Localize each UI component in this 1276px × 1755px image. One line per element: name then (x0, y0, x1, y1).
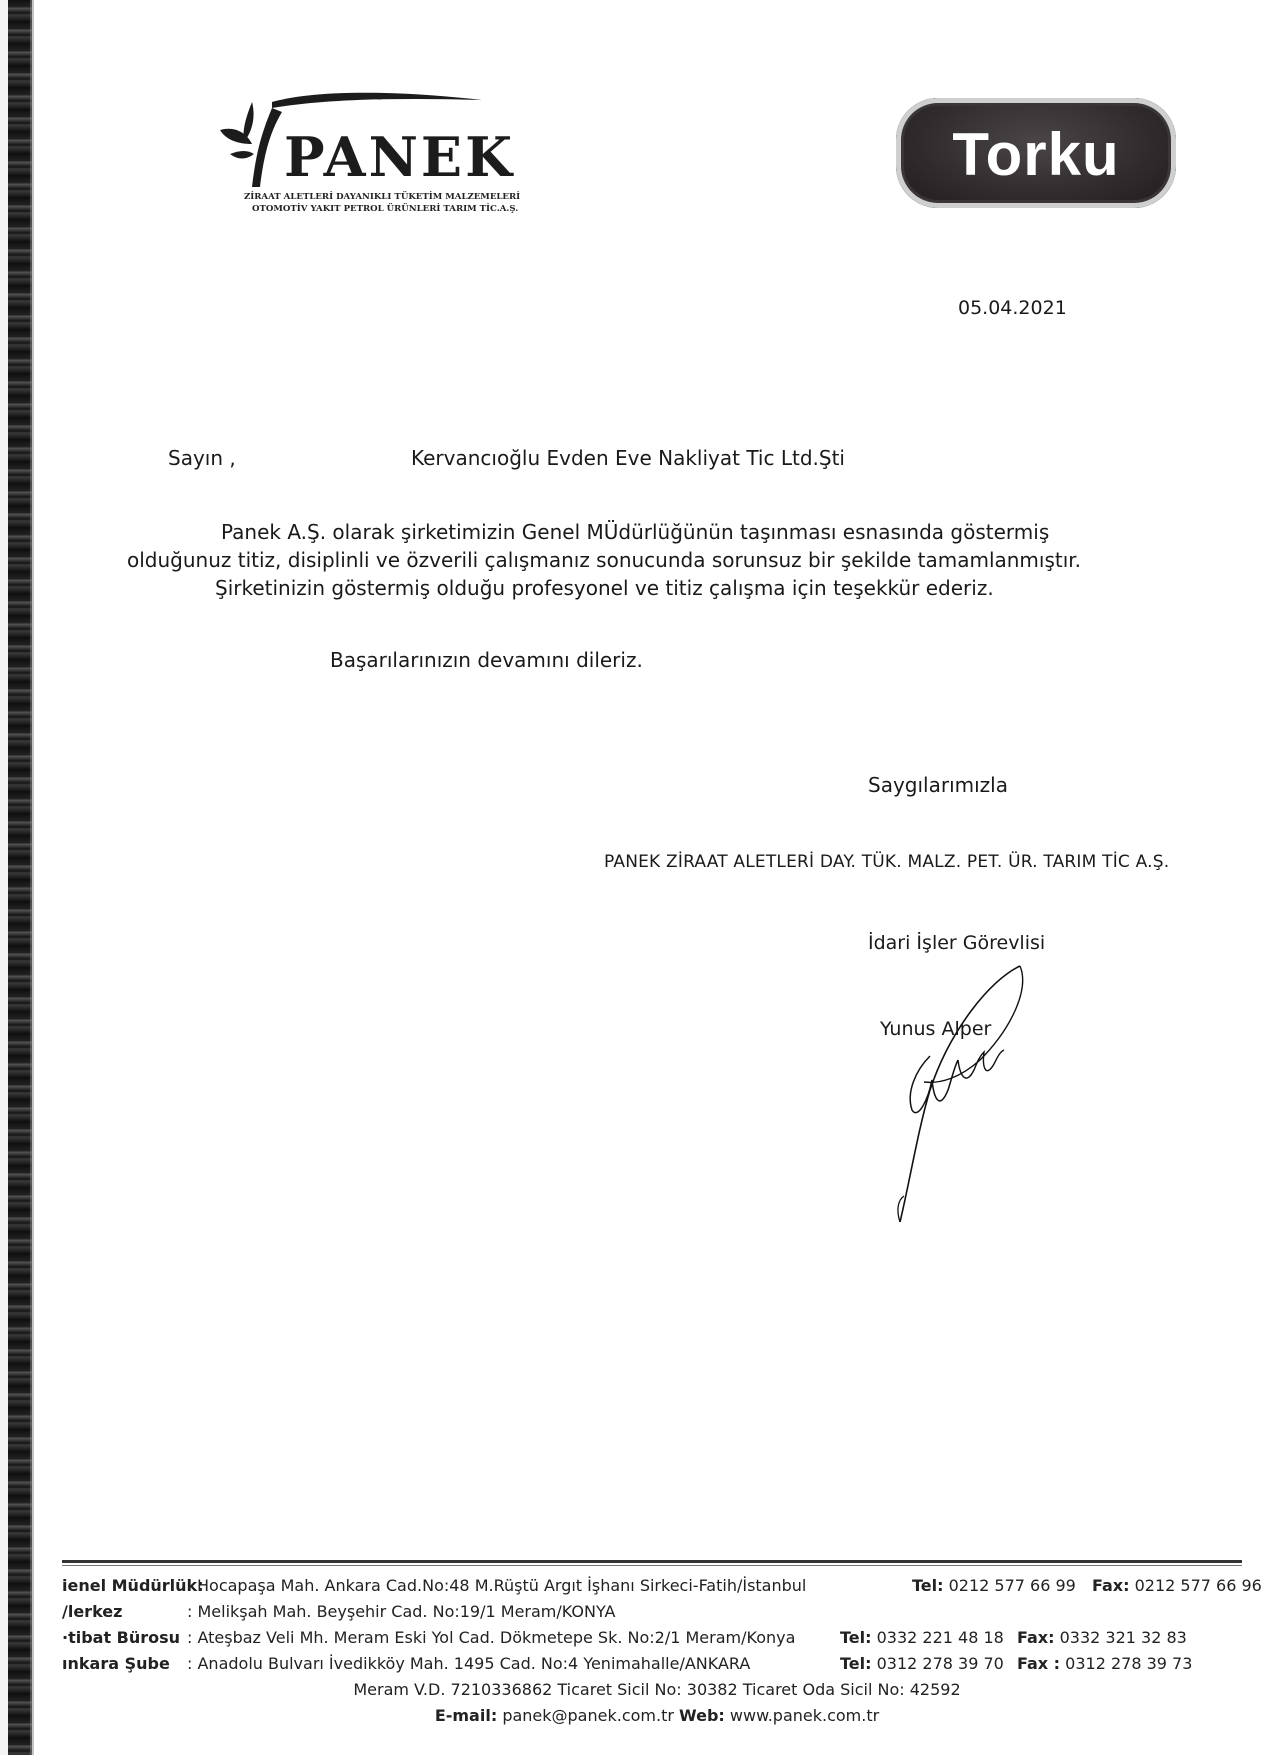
footer (62, 1573, 1262, 1729)
recipient-name: Kervancıoğlu Evden Eve Nakliyat Tic Ltd.Şti (411, 446, 845, 470)
footer-web-label: Web: (679, 1706, 725, 1725)
panek-logo (212, 92, 572, 222)
footer-address: : Melikşah Mah. Beyşehir Cad. No:19/1 Meram/KONYA (187, 1602, 616, 1621)
footer-fax-label: Fax : (1017, 1654, 1061, 1673)
footer-registry (62, 1677, 1252, 1703)
footer-tel: 0212 577 66 99 (948, 1576, 1076, 1595)
footer-web-link[interactable]: www.panek.com.tr (729, 1706, 880, 1725)
closing-regards: Saygılarımızla (868, 773, 1008, 797)
footer-registry-text: Meram V.D. 7210336862 Ticaret Sicil No: 30382 Ticaret Oda Sicil No: 42592 (353, 1680, 961, 1699)
torku-wordmark: Torku (952, 121, 1120, 188)
panek-wordmark: PANEK (284, 125, 516, 189)
footer-email-link[interactable]: panek@panek.com.tr (502, 1706, 674, 1725)
footer-row-hq (62, 1573, 1262, 1599)
handwritten-signature (870, 960, 1050, 1230)
signer-role: İdari İşler Görevlisi (868, 932, 1046, 954)
footer-divider-thin (62, 1565, 1242, 1566)
footer-label: ınkara Şube (62, 1654, 170, 1673)
footer-fax-label: Fax: (1017, 1628, 1055, 1647)
footer-fax: 0312 278 39 73 (1065, 1654, 1193, 1673)
panek-subtitle-line2: OTOMOTİV YAKIT PETROL ÜRÜNLERİ TARIM TİC.A.Ş. (252, 204, 519, 214)
footer-label: /lerkez (62, 1602, 123, 1621)
panek-subtitle-line1: ZİRAAT ALETLERİ DAYANIKLI TÜKETİM MALZEMELERİ (244, 192, 521, 202)
footer-tel-label: Tel: (840, 1628, 872, 1647)
salutation: Sayın , (168, 446, 236, 470)
footer-divider (62, 1560, 1242, 1563)
footer-label: ienel Müdürlük: (62, 1576, 204, 1595)
footer-address: : Ateşbaz Veli Mh. Meram Eski Yol Cad. Dökmetepe Sk. No:2/1 Meram/Konya (187, 1628, 796, 1647)
footer-row-merkez (62, 1599, 1252, 1625)
footer-tel-label: Tel: (912, 1576, 944, 1595)
footer-row-ankara (62, 1651, 1252, 1677)
body-line: Şirketinizin göstermiş olduğu profesyonel ve titiz çalışma için teşekkür ederiz. (215, 576, 994, 600)
footer-label: ·tibat Bürosu (62, 1628, 181, 1647)
sender-company: PANEK ZİRAAT ALETLERİ DAY. TÜK. MALZ. PET. ÜR. TARIM TİC A.Ş. (604, 852, 1170, 872)
footer-fax-label: Fax: (1092, 1576, 1130, 1595)
footer-address: : Anadolu Bulvarı İvedikköy Mah. 1495 Cad. No:4 Yenimahalle/ANKARA (187, 1654, 751, 1673)
body-line: Panek A.Ş. olarak şirketimizin Genel MÜdürlüğünün taşınması esnasında göstermiş (221, 520, 1050, 544)
scan-binding-strip (8, 0, 32, 1755)
body-line: olduğunuz titiz, disiplinli ve özverili çalışmanız sonucunda sorunsuz bir şekilde tamamlanmıştır. (127, 548, 1082, 572)
letter-body (127, 518, 1167, 602)
footer-tel-label: Tel: (840, 1654, 872, 1673)
closing-wish: Başarılarınızın devamını dileriz. (330, 648, 643, 672)
footer-email-label: E-mail: (434, 1706, 498, 1725)
footer-row-irtibat (62, 1625, 1252, 1651)
scan-shadow (30, 0, 34, 1755)
footer-address: Hocapaşa Mah. Ankara Cad.No:48 M.Rüştü Argıt İşhanı Sirkeci-Fatih/İstanbul (197, 1576, 807, 1595)
footer-tel: 0332 221 48 18 (876, 1628, 1004, 1647)
footer-fax: 0212 577 66 96 (1134, 1576, 1262, 1595)
letter-date: 05.04.2021 (958, 297, 1067, 319)
footer-contact (62, 1703, 1252, 1729)
footer-fax: 0332 321 32 83 (1059, 1628, 1187, 1647)
torku-logo (896, 98, 1176, 208)
signer-name: Yunus Alper (880, 1018, 992, 1040)
footer-tel: 0312 278 39 70 (876, 1654, 1004, 1673)
